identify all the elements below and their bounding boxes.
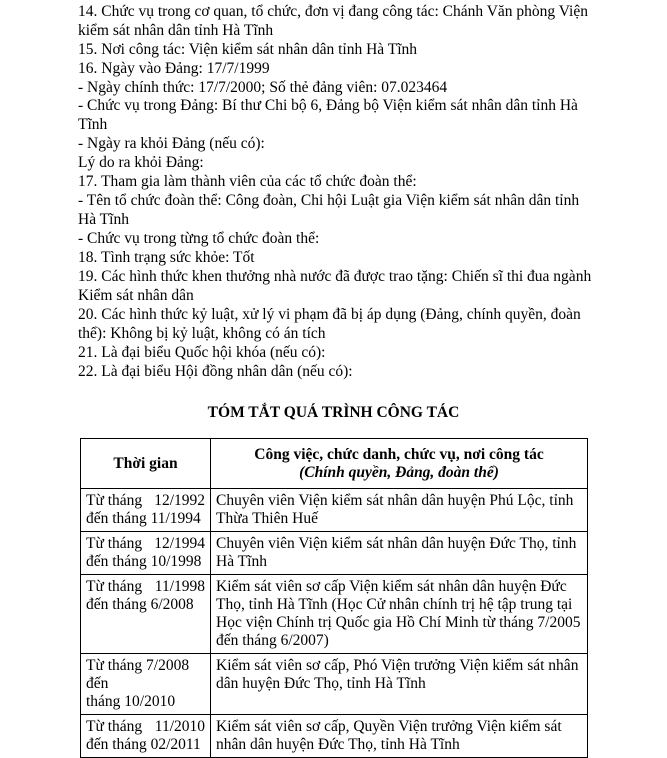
text-line: - Chức vụ trong từng tổ chức đoàn thể: <box>78 230 320 247</box>
text-line: - Tên tổ chức đoàn thể: Công đoàn, Chi hội Luật gia Viện kiểm sát nhân dân tỉnh <box>78 192 580 209</box>
text-line: 19. Các hình thức khen thưởng nhà nước đã được trao tặng: Chiến sĩ thi đua ngành <box>78 268 592 285</box>
text-line: Lý do ra khỏi Đảng: <box>78 154 204 171</box>
work-description: Chuyên viên Viện kiểm sát nhân dân huyện Phú Lộc, tỉnh Thừa Thiên Huế <box>211 489 588 532</box>
text-line: thể): Không bị kỷ luật, không có án tích <box>78 325 326 342</box>
time-from-label: Từ tháng <box>86 492 143 509</box>
text-line: 15. Nơi công tác: Viện kiểm sát nhân dân tỉnh Hà Tĩnh <box>78 41 418 58</box>
table-row <box>81 715 588 758</box>
table-row <box>81 532 588 575</box>
time-to: đến tháng 11/1994 <box>86 510 201 527</box>
work-description: Kiểm sát viên sơ cấp, Quyền Viện trưởng Viện kiểm sát nhân dân huyện Đức Thọ, tỉnh Hà Tĩnh <box>211 715 588 758</box>
table-header-row <box>81 439 588 489</box>
text-line: 16. Ngày vào Đảng: 17/7/1999 <box>78 60 270 77</box>
header-work-line2: (Chính quyền, Đảng, đoàn thể) <box>299 463 499 481</box>
section-title: TÓM TẮT QUÁ TRÌNH CÔNG TÁC <box>207 404 460 421</box>
work-description: Chuyên viên Viện kiểm sát nhân dân huyện Đức Thọ, tỉnh Hà Tĩnh <box>211 532 588 575</box>
text-line: - Ngày chính thức: 17/7/2000; Số thẻ đảng viên: 07.023464 <box>78 79 448 96</box>
text-line: 17. Tham gia làm thành viên của các tổ chức đoàn thể: <box>78 173 417 190</box>
text-line: 18. Tình trạng sức khỏe: Tốt <box>78 249 255 266</box>
text-line: 14. Chức vụ trong cơ quan, tổ chức, đơn vị đang công tác: Chánh Văn phòng Viện <box>78 3 588 20</box>
time-from-value: 12/1992 <box>154 492 205 509</box>
time-cell <box>81 489 211 532</box>
time-from-label: Từ tháng <box>86 578 143 595</box>
time-cell <box>81 715 211 758</box>
text-line: 21. Là đại biểu Quốc hội khóa (nếu có): <box>78 344 326 361</box>
text-line: Kiểm sát nhân dân <box>78 287 194 304</box>
text-line: - Chức vụ trong Đảng: Bí thư Chi bộ 6, Đảng bộ Viện kiểm sát nhân dân tỉnh Hà <box>78 97 578 114</box>
time-from-label: Từ tháng <box>86 718 143 735</box>
time-cell <box>81 654 211 715</box>
time-cell <box>81 532 211 575</box>
work-description: Kiểm sát viên sơ cấp Viện kiểm sát nhân dân huyện Đức Thọ, tỉnh Hà Tĩnh (Học Cử nhân chính trị hệ tập trung tại Học viện Chính trị Quốc gia Hồ Chí Minh từ tháng 7/2005 đến tháng 6/2007) <box>211 575 588 654</box>
text-line: Hà Tĩnh <box>78 211 129 228</box>
text-line: Tĩnh <box>78 116 108 133</box>
header-time: Thời gian <box>81 439 211 489</box>
time-to: đến tháng 6/2008 <box>86 596 194 613</box>
time-to: đến tháng 10/1998 <box>86 553 202 570</box>
table-row <box>81 489 588 532</box>
time-from-label: Từ tháng <box>86 535 143 552</box>
time-from-label: Từ tháng 7/2008 đến <box>86 657 190 692</box>
time-to: đến tháng 02/2011 <box>86 736 201 753</box>
text-line: 20. Các hình thức kỷ luật, xử lý vi phạm đã bị áp dụng (Đảng, chính quyền, đoàn <box>78 306 581 323</box>
time-from-value: 11/1998 <box>154 578 205 595</box>
text-line: 22. Là đại biểu Hội đồng nhân dân (nếu có): <box>78 363 353 380</box>
table-row <box>81 654 588 715</box>
time-cell <box>81 575 211 654</box>
work-description: Kiểm sát viên sơ cấp, Phó Viện trưởng Viện kiểm sát nhân dân huyện Đức Thọ, tỉnh Hà Tĩnh <box>211 654 588 715</box>
header-work-line1: Công việc, chức danh, chức vụ, nơi công tác <box>254 445 544 463</box>
career-summary-table <box>80 438 588 758</box>
time-to: tháng 10/2010 <box>86 693 176 710</box>
table-row <box>81 575 588 654</box>
text-line: - Ngày ra khỏi Đảng (nếu có): <box>78 135 265 152</box>
time-from-value: 12/1994 <box>154 535 205 552</box>
header-work <box>211 439 588 489</box>
time-from-value: 11/2010 <box>154 718 205 735</box>
text-line: kiểm sát nhân dân tỉnh Hà Tĩnh <box>78 22 274 39</box>
